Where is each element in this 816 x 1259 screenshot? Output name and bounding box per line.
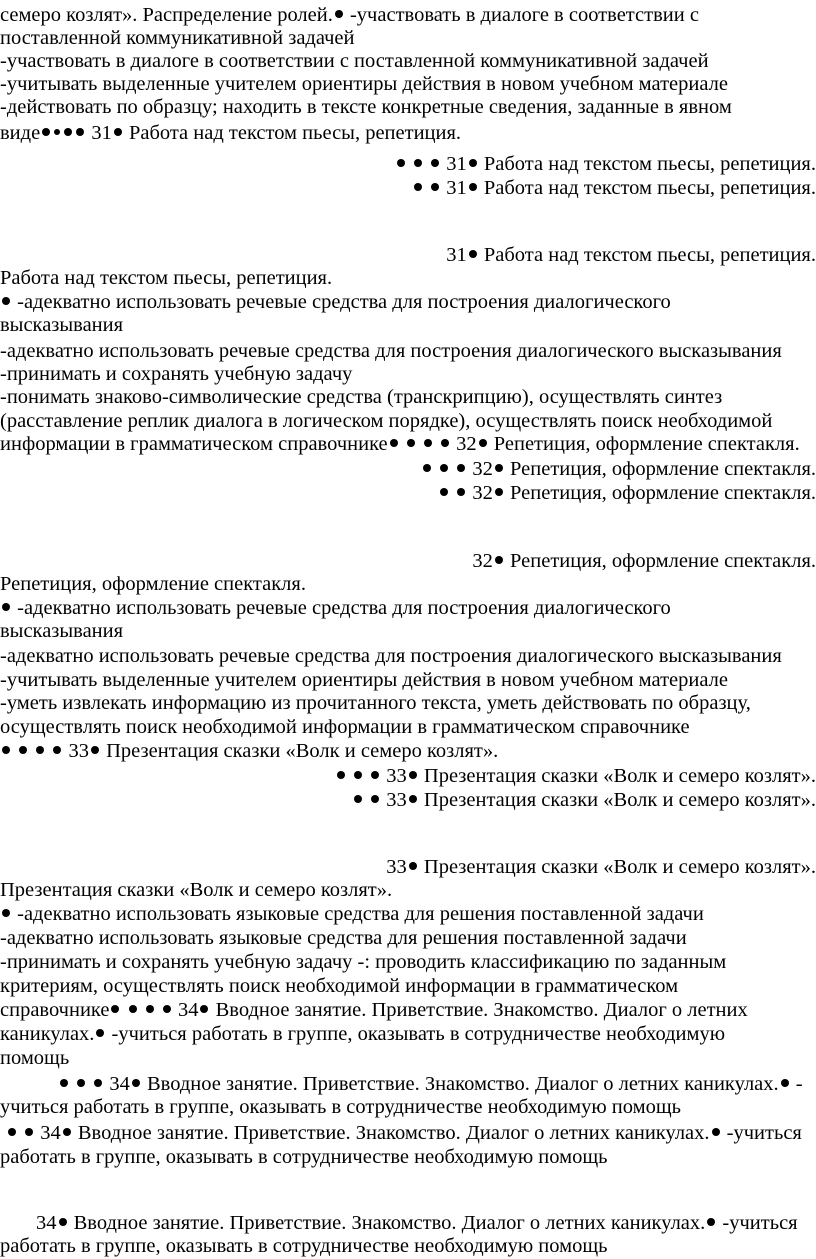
- bullet-dot-icon: [371, 795, 379, 803]
- lesson-title: Презентация сказки «Волк и семеро козлят».: [423, 856, 816, 878]
- text-line: [0, 597, 816, 620]
- bullet-dot-icon: [94, 1079, 102, 1087]
- text-line: [0, 1212, 816, 1235]
- line-text: -адекватно использовать речевые средства для построения диалогического: [17, 597, 671, 619]
- text-line: [0, 153, 816, 176]
- lesson-title: каникулах.: [0, 1023, 95, 1045]
- bullet-dot-icon: [2, 909, 10, 917]
- text-line: [0, 1235, 816, 1258]
- bullet-dot-icon: [59, 1218, 67, 1226]
- lesson-number: 32: [472, 482, 493, 504]
- text-line: [0, 879, 816, 902]
- lesson-number: 33: [386, 765, 407, 787]
- text-line: [0, 4, 816, 27]
- line-text: -адекватно использовать речевые средства для построения диалогического: [17, 291, 671, 313]
- line-text: -действовать по образцу; находить в тексте конкретные сведения, заданные в явном: [0, 96, 732, 118]
- lesson-number: 31: [446, 244, 467, 266]
- line-text: поставленной коммуникативной задачей: [0, 27, 355, 49]
- text-line: [0, 789, 816, 812]
- lesson-title: Презентация сказки «Волк и семеро козлят».: [106, 740, 499, 762]
- text-line: [0, 244, 816, 267]
- lesson-number: 34: [109, 1073, 130, 1095]
- bullet-dot-icon: [200, 1005, 208, 1013]
- text-line: [0, 122, 816, 145]
- lesson-title: Вводное занятие. Приветствие. Знакомство. Диалог о летних: [215, 999, 748, 1021]
- text-line: [0, 27, 816, 50]
- lesson-title: Репетиция, оформление спектакля.: [510, 550, 816, 572]
- bullet-dot-icon: [129, 1005, 137, 1013]
- lesson-number: 31: [91, 122, 112, 144]
- bullet-dot-icon: [371, 771, 379, 779]
- line-text: виде: [0, 122, 41, 144]
- line-text: осуществлять поиск необходимой информации в грамматическом справочнике: [0, 716, 690, 738]
- line-text: (расставление реплик диалога в логическом порядке), осуществлять поиск необходимой: [0, 410, 773, 432]
- bullet-dot-icon: [146, 1005, 154, 1013]
- bullet-dot-icon: [132, 1079, 140, 1087]
- text-line: [0, 645, 816, 668]
- text-line: [0, 50, 816, 73]
- text-line: [0, 999, 816, 1022]
- lesson-title: Репетиция, оформление спектакля.: [493, 433, 800, 455]
- bullet-dot-icon: [407, 439, 415, 447]
- bullet-dot-icon: [114, 128, 122, 136]
- bullet-dot-icon: [424, 439, 432, 447]
- bullet-dot-icon: [431, 183, 439, 191]
- line-text: информации в грамматическом справочнике: [0, 433, 388, 455]
- bullet-dot-icon: [91, 746, 99, 754]
- text-line: [0, 716, 816, 739]
- lesson-title: Работа над текстом пьесы, репетиция.: [483, 153, 816, 175]
- text-line: [0, 1122, 816, 1145]
- line-text: критериям, осуществлять поиск необходимой информации в грамматическом: [0, 975, 679, 997]
- line-text: высказывания: [0, 314, 124, 336]
- bullet-dot-icon: [414, 183, 422, 191]
- line-text: -понимать знаково-символические средства (транскрипцию), осуществлять синтез: [0, 386, 723, 408]
- text-line: [0, 620, 816, 643]
- text-line: [0, 669, 816, 692]
- lesson-number: 34: [177, 999, 199, 1021]
- line-text: -учитывать выделенные учителем ориентиры действия в новом учебном материале: [0, 669, 728, 691]
- bullet-dot-icon: [354, 771, 362, 779]
- lesson-title: Презентация сказки «Волк и семеро козлят».: [423, 765, 816, 787]
- text-line: [0, 573, 816, 596]
- text-line: [0, 363, 816, 386]
- line-text: -: проводить классификацию по заданным: [357, 951, 727, 973]
- line-text: -учитывать выделенные учителем ориентиры действия в новом учебном материале: [0, 73, 728, 95]
- bullet-dot-icon: [25, 1128, 33, 1136]
- bullet-dot-icon: [440, 488, 448, 496]
- text-line: [0, 386, 816, 409]
- text-line: [0, 291, 816, 314]
- text-line: [0, 96, 816, 119]
- text-line: [0, 433, 816, 456]
- text-line: [0, 1047, 816, 1070]
- text-line: [0, 177, 816, 200]
- bullet-dot-icon: [707, 1218, 715, 1226]
- lesson-number: 32: [472, 550, 493, 572]
- lesson-number: 32: [456, 433, 477, 455]
- bullet-dot-icon: [423, 464, 431, 472]
- bullet-dot-icon: [469, 250, 477, 258]
- text-line: [0, 692, 816, 715]
- bullet-dot-icon: [712, 1128, 720, 1136]
- text-line: [0, 765, 816, 788]
- text-line: [0, 1023, 816, 1046]
- lesson-title: Работа над текстом пьесы, репетиция.: [0, 267, 333, 289]
- bullet-dot-icon: [2, 297, 10, 305]
- bullet-dot-icon: [63, 1128, 71, 1136]
- lesson-number: 31: [446, 177, 467, 199]
- text-line: [0, 267, 816, 290]
- text-line: [0, 975, 816, 998]
- bullet-dot-icon: [36, 746, 44, 754]
- line-text: -адекватно использовать языковые средства для решения поставленной задачи: [0, 927, 687, 949]
- lesson-title: Репетиция, оформление спектакля.: [510, 482, 816, 504]
- lesson-number: 33: [386, 789, 407, 811]
- lesson-title: Работа над текстом пьесы, репетиция.: [483, 177, 816, 199]
- lesson-title: Презентация сказки «Волк и семеро козлят».: [0, 879, 393, 901]
- bullet-dot-icon: [409, 862, 417, 870]
- lesson-number: 31: [446, 153, 467, 175]
- lesson-number: 33: [68, 740, 89, 762]
- bullet-dot-icon: [53, 746, 61, 754]
- lesson-number: 34: [40, 1122, 61, 1144]
- bullet-dot-icon: [2, 603, 10, 611]
- line-text: -участвовать в диалоге в соответствии с поставленной коммуникативной задачей: [0, 50, 709, 72]
- bullet-dot-icon: [335, 10, 343, 18]
- line-text: -учиться работать в группе, оказывать в сотрудничестве необходимую: [111, 1023, 726, 1045]
- text-line: [0, 1096, 816, 1119]
- line-text: -принимать и сохранять учебную задачу: [0, 363, 353, 385]
- text-line: [0, 927, 816, 950]
- line-text: -учиться: [726, 1122, 802, 1144]
- text-line: [0, 550, 816, 573]
- line-text: справочнике: [0, 999, 110, 1021]
- lesson-title: Презентация сказки «Волк и семеро козлят».: [423, 789, 816, 811]
- bullet-dot-icon: [163, 1005, 171, 1013]
- lesson-title: Работа над текстом пьесы, репетиция.: [483, 244, 816, 266]
- text-line: [0, 73, 816, 96]
- text-line: [0, 1073, 816, 1096]
- bullet-dot-icon: [42, 128, 50, 136]
- line-text: -уметь извлекать информацию из прочитанного текста, уметь действовать по образцу,: [0, 692, 751, 714]
- line-text: работать в группе, оказывать в сотрудничестве необходимую помощь: [0, 1146, 608, 1168]
- line-text: -адекватно использовать речевые средства для построения диалогического высказывания: [0, 645, 782, 667]
- line-text: семеро козлят». Распределение ролей.: [0, 4, 333, 26]
- bullet-dot-icon: [64, 128, 72, 136]
- bullet-dot-icon: [495, 464, 503, 472]
- line-text: высказывания: [0, 620, 124, 642]
- bullet-dot-icon: [111, 1005, 119, 1013]
- bullet-dot-icon: [457, 488, 465, 496]
- lesson-title: Репетиция, оформление спектакля.: [0, 573, 306, 595]
- bullet-dot-icon: [8, 1128, 16, 1136]
- lesson-title: Работа над текстом пьесы, репетиция.: [128, 122, 462, 144]
- bullet-dot-icon: [76, 128, 84, 136]
- lesson-title: Вводное занятие. Приветствие. Знакомство. Диалог о летних каникулах.: [77, 1122, 710, 1144]
- bullet-dot-icon: [495, 556, 503, 564]
- bullet-dot-icon: [390, 439, 398, 447]
- line-text: -адекватно использовать речевые средства для построения диалогического высказывания: [0, 340, 782, 362]
- lesson-title: Вводное занятие. Приветствие. Знакомство. Диалог о летних каникулах.: [147, 1073, 779, 1095]
- line-text: -учиться: [722, 1212, 798, 1234]
- bullet-dot-icon: [479, 439, 487, 447]
- text-line: [0, 1146, 816, 1169]
- line-text: работать в группе, оказывать в сотрудничестве необходимую помощь: [0, 1235, 608, 1257]
- line-text: -адекватно использовать языковые средства для решения поставленной задачи: [17, 903, 704, 925]
- line-text: помощь: [0, 1047, 70, 1069]
- text-line: [0, 951, 816, 974]
- bullet-dot-icon: [54, 129, 60, 135]
- line-text: -: [795, 1073, 803, 1095]
- bullet-dot-icon: [354, 795, 362, 803]
- bullet-dot-icon: [77, 1079, 85, 1087]
- bullet-dot-icon: [469, 183, 477, 191]
- lesson-number: 33: [386, 856, 407, 878]
- text-line: [0, 314, 816, 337]
- bullet-dot-icon: [60, 1079, 68, 1087]
- bullet-dot-icon: [441, 439, 449, 447]
- bullet-dot-icon: [409, 795, 417, 803]
- bullet-dot-icon: [414, 159, 422, 167]
- text-line: [0, 410, 816, 433]
- line-text: учиться работать в группе, оказывать в сотрудничестве необходимую помощь: [0, 1096, 681, 1118]
- text-line: [0, 458, 816, 481]
- lesson-title: Вводное занятие. Приветствие. Знакомство. Диалог о летних каникулах.: [73, 1212, 706, 1234]
- text-line: [0, 482, 816, 505]
- bullet-dot-icon: [469, 159, 477, 167]
- text-line: [0, 903, 816, 926]
- bullet-dot-icon: [440, 464, 448, 472]
- line-text: -участвовать в диалоге в соответствии с: [349, 4, 699, 26]
- bullet-dot-icon: [781, 1079, 789, 1087]
- line-text: -принимать и сохранять учебную задачу: [0, 951, 353, 973]
- bullet-dot-icon: [397, 159, 405, 167]
- text-line: [0, 856, 816, 879]
- bullet-dot-icon: [431, 159, 439, 167]
- bullet-dot-icon: [409, 771, 417, 779]
- bullet-dot-icon: [337, 771, 345, 779]
- bullet-dot-icon: [495, 488, 503, 496]
- bullet-dot-icon: [96, 1029, 104, 1037]
- text-line: [0, 740, 816, 763]
- bullet-dot-icon: [19, 746, 27, 754]
- bullet-dot-icon: [2, 746, 10, 754]
- lesson-title: Репетиция, оформление спектакля.: [510, 458, 816, 480]
- lesson-number: 32: [472, 458, 493, 480]
- bullet-dot-icon: [457, 464, 465, 472]
- text-line: [0, 340, 816, 363]
- lesson-number: 34: [36, 1212, 57, 1234]
